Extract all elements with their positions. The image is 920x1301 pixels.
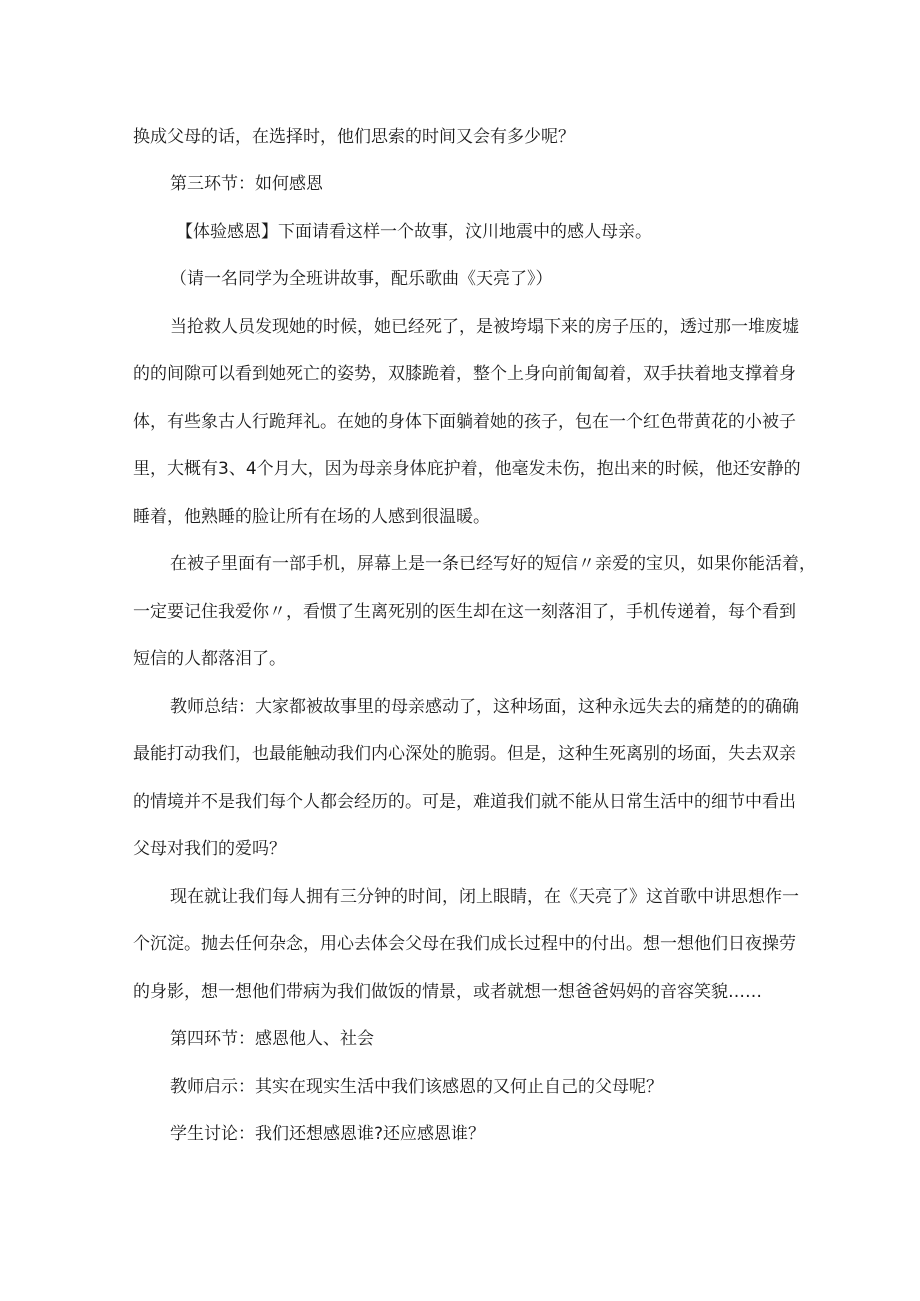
text-line: 父母对我们的爱吗？ (133, 839, 286, 859)
text-line: （请一名同学为全班讲故事，配乐歌曲《天亮了》） (170, 269, 553, 289)
text-line: 在被子里面有一部手机，屏幕上是一条已经写好的短信〃亲爱的宝贝，如果你能活着， (170, 554, 816, 574)
text-line: 睡着，他熟睡的脸让所有在场的人感到很温暖。 (133, 507, 490, 527)
section-heading: 第四环节：感恩他人、社会 (170, 1029, 374, 1049)
text-line: 的身影，想一想他们带病为我们做饭的情景，或者就想一想爸爸妈妈的音容笑貌…… (133, 982, 762, 1002)
text-line: 当抢救人员发现她的时候，她已经死了，是被垮塌下来的房子压的，透过那一堆废墟 (170, 317, 799, 337)
text-line: 教师总结：大家都被故事里的母亲感动了，这种场面，这种永远失去的痛楚的的确确 (170, 697, 799, 717)
text-line: 教师启示：其实在现实生活中我们该感恩的又何止自己的父母呢？ (170, 1077, 663, 1097)
text-line: 的的间隙可以看到她死亡的姿势，双膝跪着，整个上身向前匍匐着，双手扶着地支撑着身 (133, 364, 796, 384)
text-line: 学生讨论：我们还想感恩谁?还应感恩谁？ (170, 1124, 486, 1144)
text-line: 个沉淀。抛去任何杂念，用心去体会父母在我们成长过程中的付出。想一想他们日夜操劳 (133, 934, 796, 954)
section-heading: 第三环节：如何感恩 (170, 174, 323, 194)
text-line: 的情境并不是我们每个人都会经历的。可是，难道我们就不能从日常生活中的细节中看出 (133, 792, 796, 812)
text-line: 最能打动我们，也最能触动我们内心深处的脆弱。但是，这种生死离别的场面，失去双亲 (133, 744, 796, 764)
text-line: 短信的人都落泪了。 (133, 649, 286, 669)
text-line: 【体验感恩】下面请看这样一个故事，汶川地震中的感人母亲。 (176, 222, 652, 242)
text-line: 一定要记住我爱你〃，看惯了生离死别的医生却在这一刻落泪了，手机传递着，每个看到 (133, 602, 796, 622)
text-line: 换成父母的话，在选择时，他们思索的时间又会有多少呢？ (133, 127, 575, 147)
text-line: 里，大概有3、4个月大，因为母亲身体庇护着，他毫发未伤，抱出来的时候，他还安静的 (133, 459, 801, 479)
text-line: 体，有些象古人行跪拜礼。在她的身体下面躺着她的孩子，包在一个红色带黄花的小被子 (133, 412, 796, 432)
text-line: 现在就让我们每人拥有三分钟的时间，闭上眼睛，在《天亮了》这首歌中讲思想作一 (170, 887, 799, 907)
